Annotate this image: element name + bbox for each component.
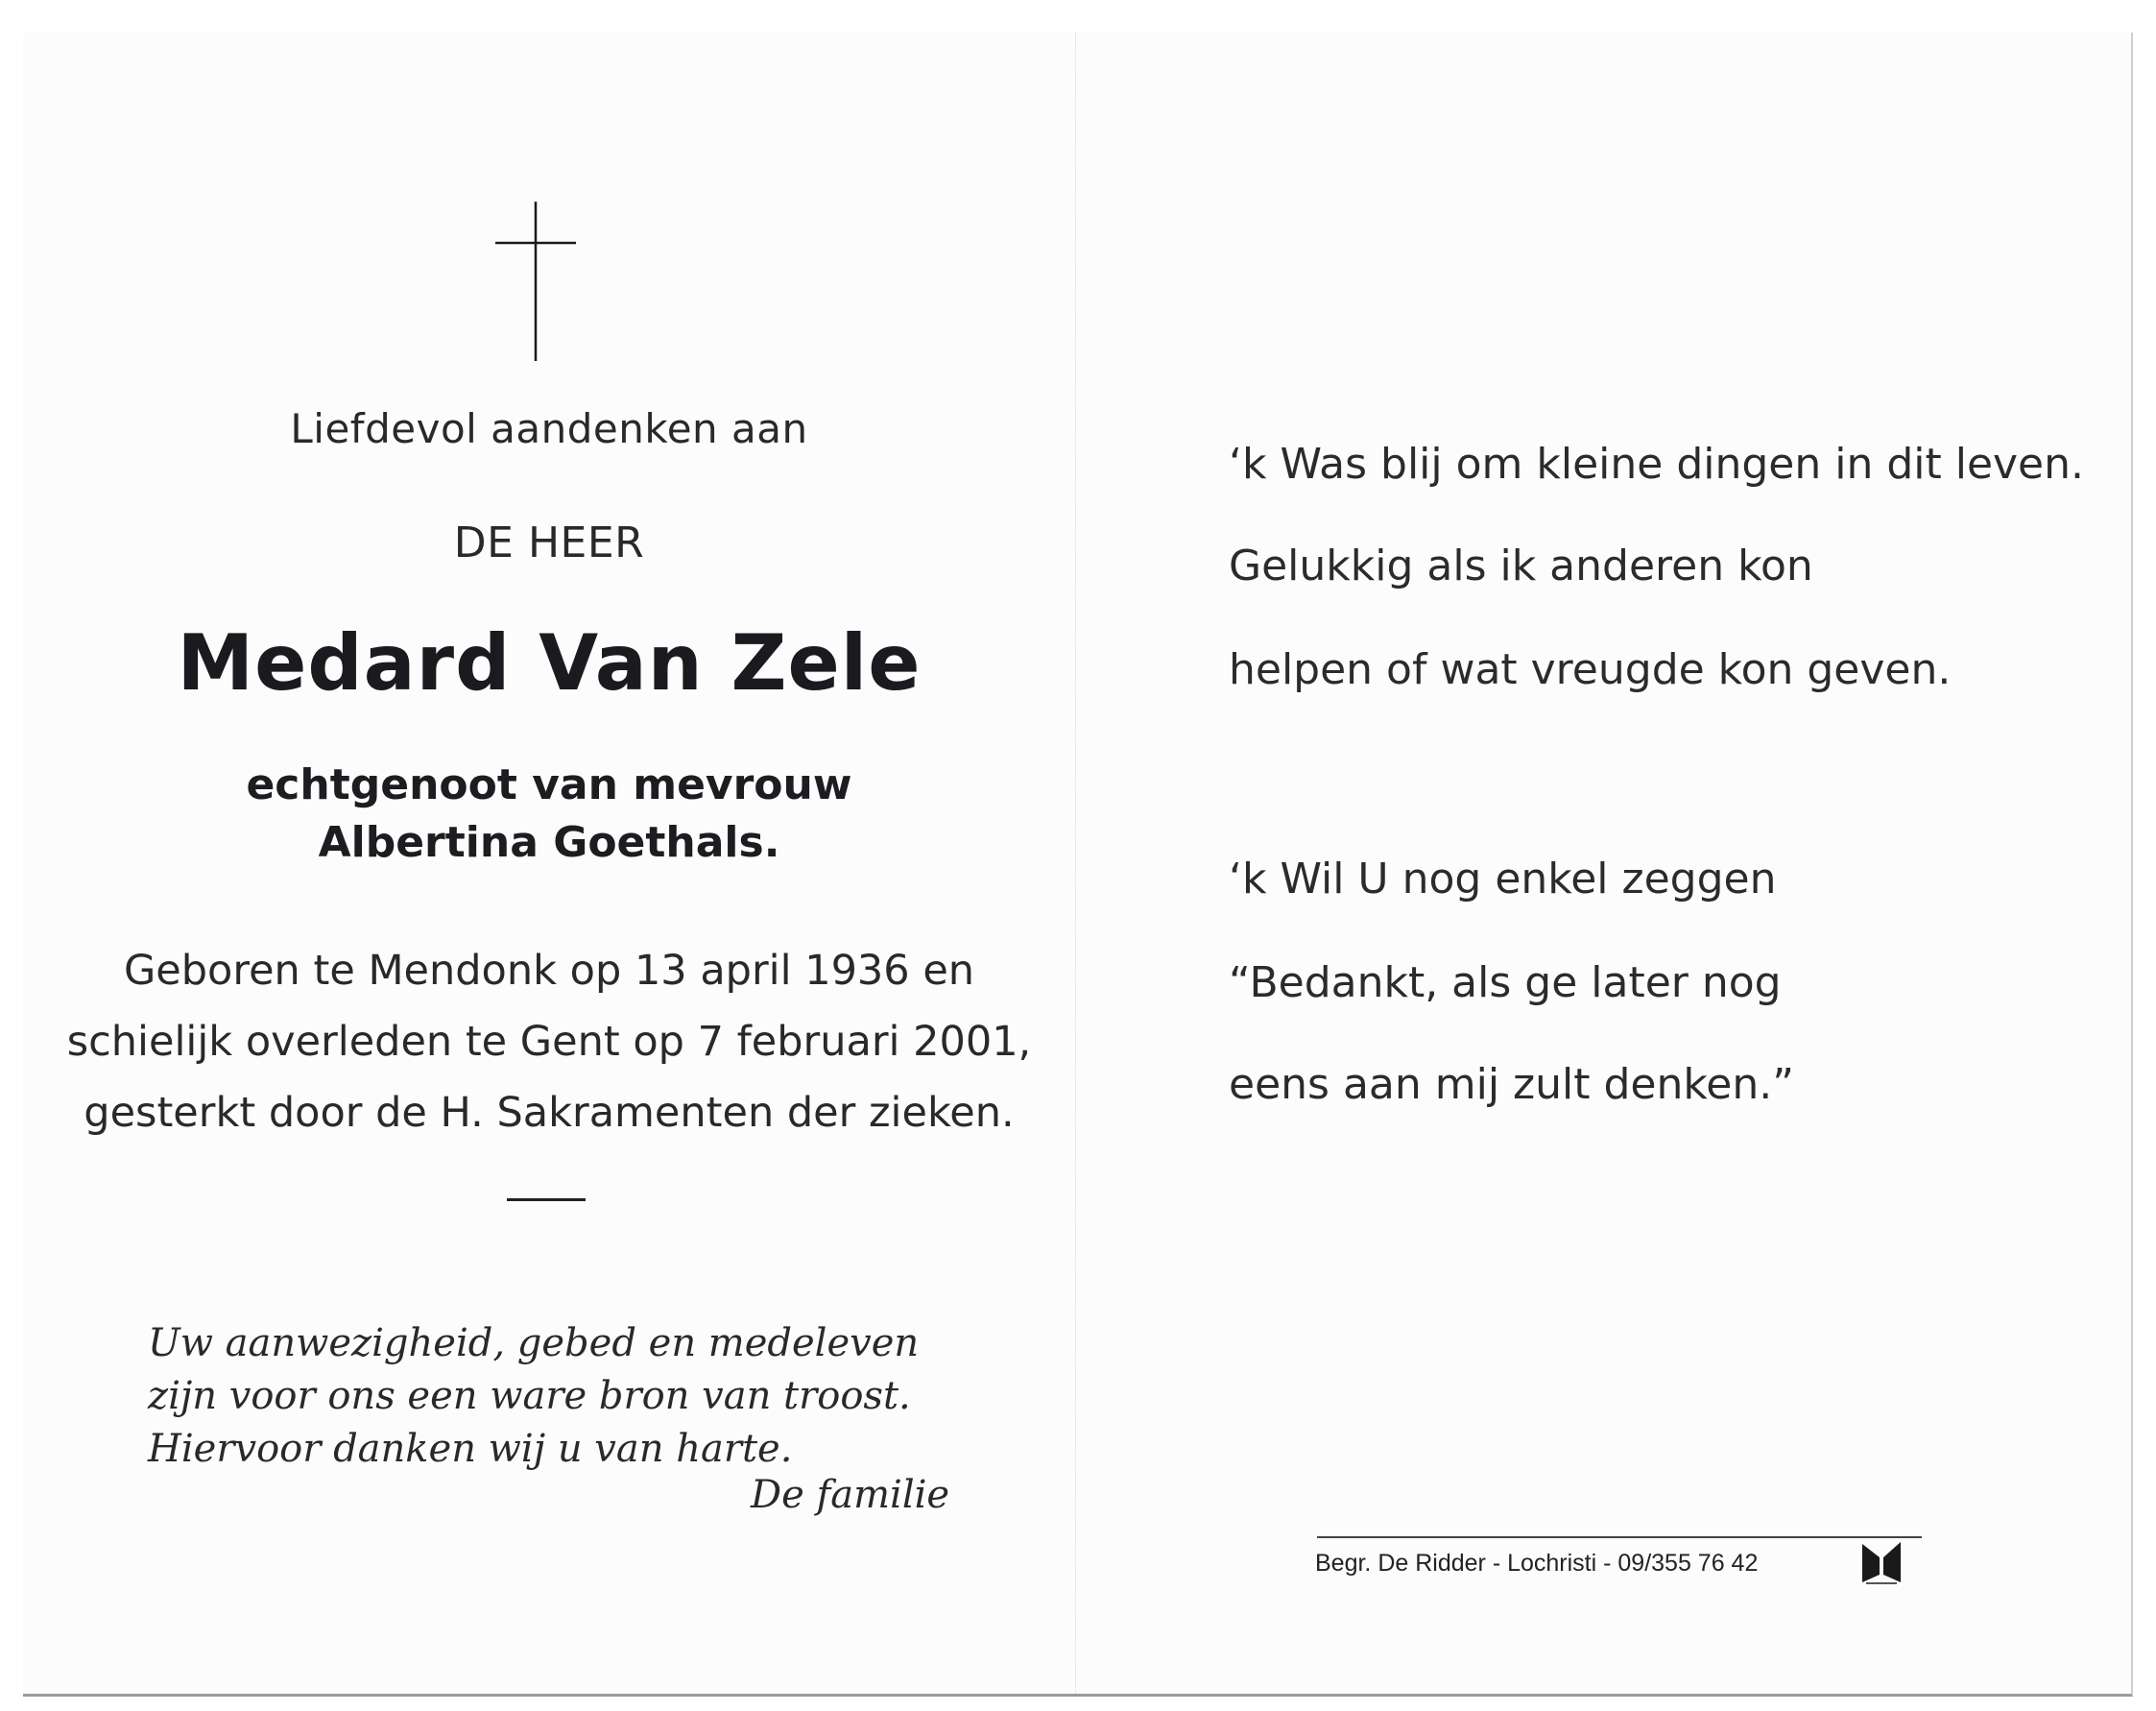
intro-text: Liefdevol aandenken aan [290,405,808,452]
poem-line: Gelukkig als ik anderen kon [1229,542,1813,590]
dates-line: schielijk overleden te Gent op 7 februari 2001, [66,1018,1032,1066]
spouse-line-1: echtgenoot van mevrouw [246,760,852,809]
dates-line: Geboren te Mendonk op 13 april 1936 en [123,947,975,995]
poem-line: ‘k Was blij om kleine dingen in dit leven. [1229,440,2084,489]
poem-line: ‘k Wil U nog enkel zeggen [1229,855,1777,904]
separator-dash [507,1198,586,1201]
thanks-line: Hiervoor danken wij u van harte. [148,1427,793,1471]
deceased-name: Medard Van Zele [177,618,922,708]
thanks-line: zijn voor ons een ware bron van troost. [148,1374,911,1418]
left-panel [23,33,1075,1694]
poem-line: “Bedankt, als ge later nog [1229,958,1782,1007]
cross-icon [495,202,576,361]
thanks-message [148,1317,919,1476]
family-signature: De familie [751,1473,950,1517]
dates-line: gesterkt door de H. Sakramenten der zieken. [84,1089,1015,1137]
poem-line: eens aan mij zult denken.” [1229,1060,1795,1109]
undertaker-logo-icon [1860,1538,1903,1586]
footer-rule [1317,1536,1922,1538]
honorific-title: DE HEER [453,518,645,567]
memorial-card [23,33,2133,1697]
undertaker-credit: Begr. De Ridder - Lochristi - 09/355 76 42 [1315,1550,1759,1577]
right-panel [1075,33,2131,1694]
poem-line: helpen of wat vreugde kon geven. [1229,645,1952,694]
spouse-line-2: Albertina Goethals. [318,818,780,867]
thanks-line: Uw aanwezigheid, gebed en medeleven [148,1321,920,1365]
life-dates [23,935,1075,1148]
